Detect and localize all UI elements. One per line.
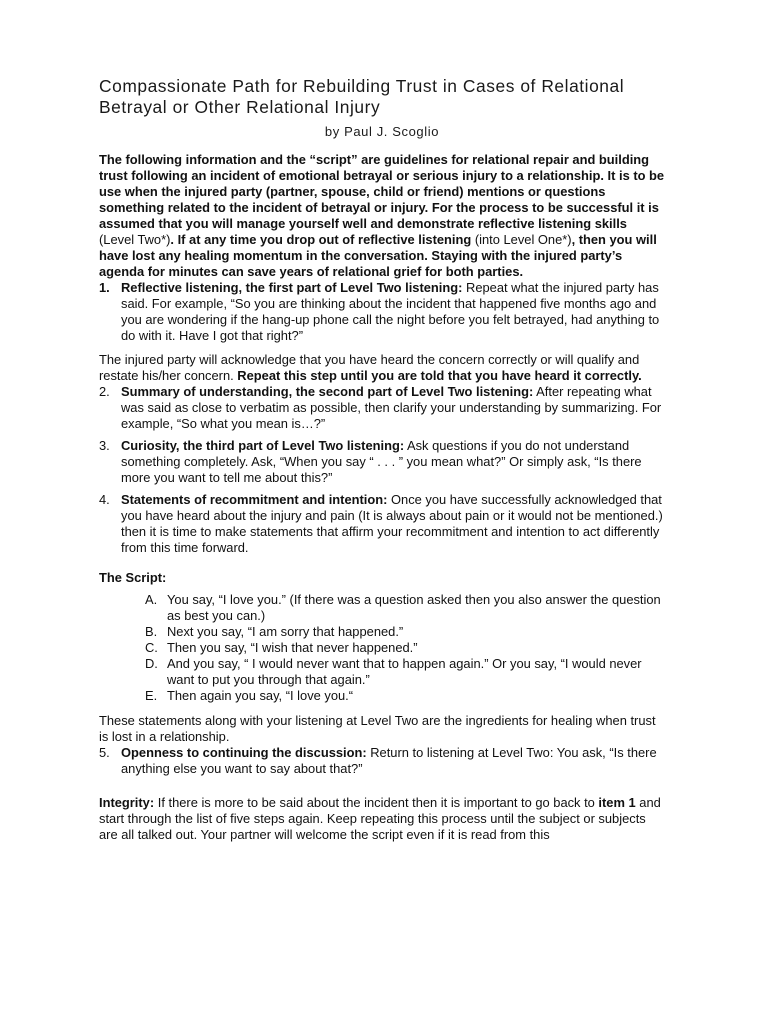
script-text: Next you say, “I am sorry that happened.”: [167, 624, 404, 639]
step-number: 2.: [99, 384, 110, 399]
step-item-5: [99, 745, 665, 777]
author-byline: by Paul J. Scoglio: [324, 124, 440, 139]
step-heading: Statements of recommitment and intention:: [121, 492, 388, 507]
intro-level-one-note: (into Level One*): [471, 232, 572, 247]
step-text: Ask questions if you do not understand something completely. Ask, “When you say “ . . . ” you mean what?” Or simply ask, “Is there more you want to tell me about this?”: [121, 438, 642, 485]
acknowledge-paragraph: [99, 352, 665, 384]
document-title: Compassionate Path for Rebuilding Trust in Cases of Relational Betrayal or Other Relational Injury: [99, 76, 625, 117]
acknowledge-text: The injured party will acknowledge that you have heard the concern correctly or will qualify and restate his/her concern.: [99, 352, 640, 383]
step-text: Once you have successfully acknowledged that you have heard about the injury and pain (It is always about pain or it would not be mentioned.) then it is time to make statements that affirm your recommitment and intention to act differently from this time forward.: [121, 492, 663, 555]
script-item-d: [145, 656, 665, 688]
step-list-last: [99, 745, 665, 777]
script-text: You say, “I love you.” (If there was a question asked then you also answer the question as best you can.): [167, 592, 661, 623]
step-heading: Reflective listening, the first part of Level Two listening:: [121, 280, 463, 295]
document-page: [99, 76, 665, 843]
integrity-text-1: If there is more to be said about the incident then it is important to go back to: [154, 795, 599, 810]
intro-level-two-note: (Level Two*): [99, 232, 171, 247]
script-item-b: [145, 624, 665, 640]
script-item-c: [145, 640, 665, 656]
script-heading: The Script:: [99, 570, 167, 585]
ingredients-paragraph: These statements along with your listening at Level Two are the ingredients for healing when trust is lost in a relationship.: [99, 713, 656, 744]
step-heading: Curiosity, the third part of Level Two listening:: [121, 438, 405, 453]
script-list: [145, 592, 665, 704]
script-text: And you say, “ I would never want that to happen again.” Or you say, “I would never want to put you through that again.”: [167, 656, 642, 687]
integrity-item-ref: item 1: [598, 795, 636, 810]
step-item-4: [99, 492, 665, 556]
step-heading: Openness to continuing the discussion:: [121, 745, 367, 760]
script-letter: A.: [145, 592, 158, 607]
script-letter: B.: [145, 624, 158, 639]
intro-bold-1: The following information and the “script” are guidelines for relational repair and building trust following an incident of emotional betrayal or serious injury to a relationship. It is to be use when the injured party (partner, spouse, child or friend) mentions or questions something related to the incident of betrayal or injury. For the process to be successful it is assumed that you will manage yourself well and demonstrate reflective listening skills: [99, 152, 665, 231]
step-list-first: [99, 280, 665, 344]
script-text: Then again you say, “I love you.“: [167, 688, 354, 703]
integrity-text-2: and start through the list of five steps again. Keep repeating this process until the subject or subjects are all talked out. Your partner will welcome the script even if it is read from this: [99, 795, 661, 842]
step-number: 5.: [99, 745, 110, 760]
step-heading: Summary of understanding, the second part of Level Two listening:: [121, 384, 534, 399]
step-item-1: [99, 280, 665, 344]
intro-paragraph: [99, 152, 665, 280]
step-item-2: [99, 384, 665, 432]
intro-bold-3: , then you will have lost any healing momentum in the conversation. Staying with the injured party’s agenda for minutes can save years of relational grief for both parties.: [99, 232, 657, 279]
integrity-label: Integrity:: [99, 795, 155, 810]
step-number: 4.: [99, 492, 110, 507]
script-letter: D.: [145, 656, 158, 671]
step-text: After repeating what was said as close to verbatim as possible, then clarify your understanding by summarizing. For example, “So what you mean is…?”: [121, 384, 662, 431]
acknowledge-bold: Repeat this step until you are told that you have heard it correctly.: [237, 368, 642, 383]
step-text: Repeat what the injured party has said. For example, “So you are thinking about the incident that happened five months ago and you are wondering if the hang-up phone call the night before you felt betrayed, had anything to do with it. Have I got that right?”: [121, 280, 660, 343]
intro-bold-2: . If at any time you drop out of reflective listening: [170, 232, 472, 247]
script-item-e: [145, 688, 665, 704]
script-text: Then you say, “I wish that never happened.”: [167, 640, 418, 655]
script-item-a: [145, 592, 665, 624]
script-letter: C.: [145, 640, 158, 655]
step-list-middle: [99, 384, 665, 556]
step-number: 1.: [99, 280, 110, 295]
script-letter: E.: [145, 688, 158, 703]
integrity-paragraph: [99, 795, 665, 843]
step-text: Return to listening at Level Two: You ask, “Is there anything else you want to say about that?”: [121, 745, 657, 776]
step-number: 3.: [99, 438, 110, 453]
step-item-3: [99, 438, 665, 486]
